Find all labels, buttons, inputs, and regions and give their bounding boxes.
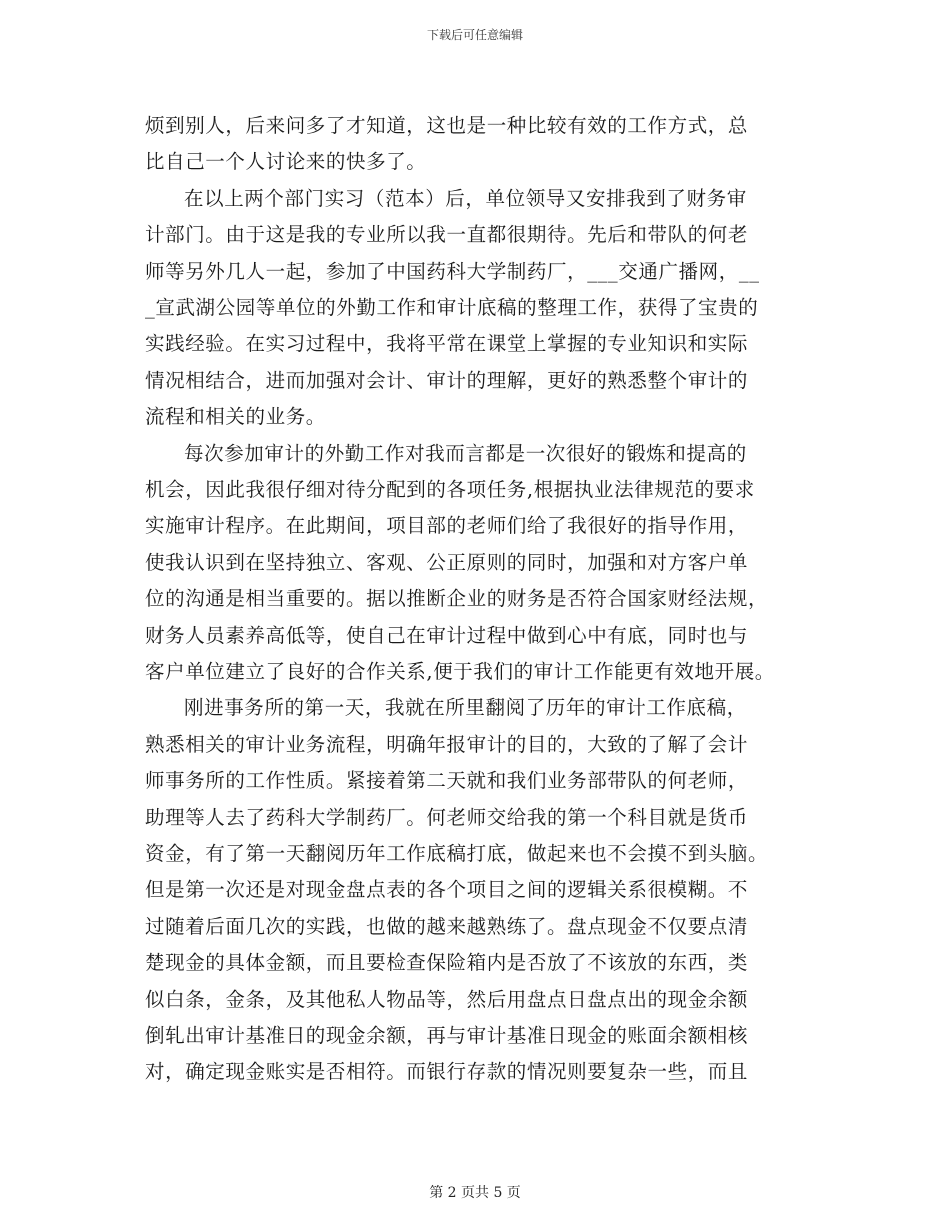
body-text-line: 使我认识到在坚持独立、客观、公正原则的同时，加强和对方客户单: [145, 550, 749, 574]
page-header: 下载后可任意编辑: [426, 28, 523, 42]
body-text-line: 在以上两个部门实习（范本）后，单位领导又安排我到了财务审: [184, 186, 747, 210]
body-text-line: 资金，有了第一天翻阅历年工作底稿打底，做起来也不会摸不到头脑。: [145, 842, 769, 865]
body-text-line: 位的沟通是相当重要的。据以推断企业的财务是否符合国家财经法规，: [145, 587, 769, 611]
body-text-line: 机会，因此我很仔细对待分配到的各项任务,根据执业法律规范的要求: [145, 478, 755, 501]
body-text-line: 熟悉相关的审计业务流程，明确年报审计的目的，大致的了解了会计: [145, 732, 749, 756]
body-text-line: _宣武湖公园等单位的外勤工作和审计底稿的整理工作，获得了宝贵的: [145, 296, 759, 319]
body-text-line: 师事务所的工作性质。紧接着第二天就和我们业务部带队的何老师，: [145, 769, 749, 793]
body-text-line: 师等另外几人一起，参加了中国药科大学制药厂，___交通广播网，__: [145, 259, 760, 283]
body-text-line: 助理等人去了药科大学制药厂。何老师交给我的第一个科目就是货币: [145, 805, 749, 829]
body-text-line: 倒轧出审计基准日的现金余额，再与审计基准日现金的账面余额相核: [145, 1024, 749, 1047]
page-footer: 第 2 页共 5 页: [429, 1185, 521, 1201]
body-text-line: 过随着后面几次的实践，也做的越来越熟练了。盘点现金不仅要点清: [145, 914, 749, 938]
body-text-line: 财务人员素养高低等，使自己在审计过程中做到心中有底，同时也与: [145, 623, 749, 647]
body-text-line: 烦到别人，后来问多了才知道，这也是一种比较有效的工作方式，总: [145, 114, 749, 137]
body-text-line: 每次参加审计的外勤工作对我而言都是一次很好的锻炼和提高的: [184, 441, 747, 465]
body-text-line: 流程和相关的业务。: [145, 405, 326, 429]
body-text-line: 情况相结合，进而加强对会计、审计的理解，更好的熟悉整个审计的: [145, 368, 749, 392]
body-text-line: 对，确定现金账实是否相符。而银行存款的情况则要复杂一些，而且: [145, 1060, 749, 1084]
body-text-line: 比自己一个人讨论来的快多了。: [145, 150, 427, 174]
body-text-line: 但是第一次还是对现金盘点表的各个项目之间的逻辑关系很模糊。不: [145, 878, 749, 902]
body-text-line: 刚进事务所的第一天，我就在所里翻阅了历年的审计工作底稿，: [184, 696, 747, 720]
body-text-line: 似白条，金条，及其他私人物品等，然后用盘点日盘点出的现金余额: [145, 987, 749, 1011]
body-text-line: 实施审计程序。在此期间，项目部的老师们给了我很好的指导作用，: [145, 514, 749, 538]
body-text-line: 客户单位建立了良好的合作关系,便于我们的审计工作能更有效地开展。: [145, 660, 775, 683]
body-text-line: 计部门。由于这是我的专业所以我一直都很期待。先后和带队的何老: [145, 223, 749, 247]
body-text-line: 楚现金的具体金额，而且要检查保险箱内是否放了不该放的东西，类: [145, 951, 749, 975]
body-text-line: 实践经验。在实习过程中，我将平常在课堂上掌握的专业知识和实际: [145, 332, 749, 356]
